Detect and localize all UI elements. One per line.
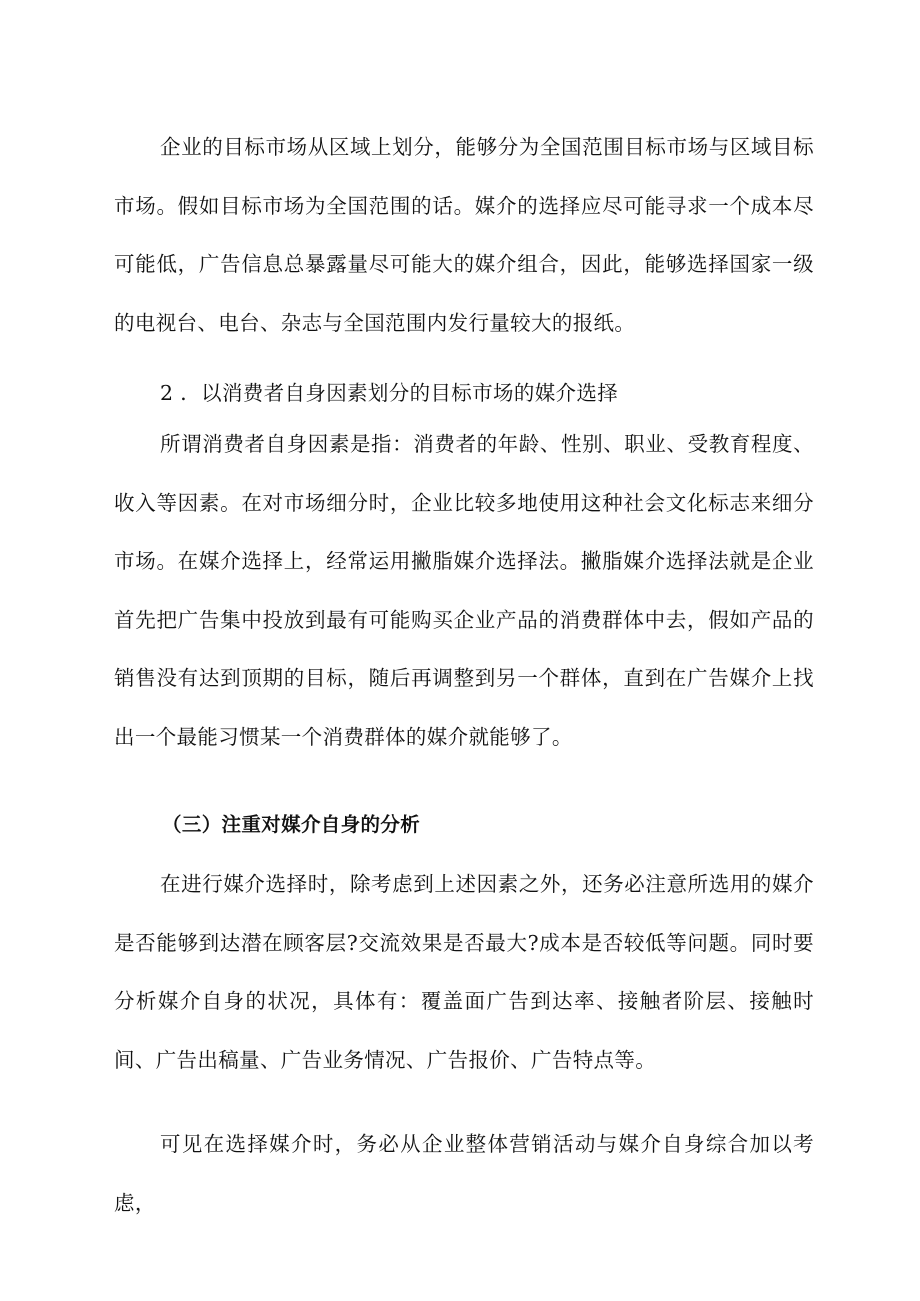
section-heading-media-analysis: （三）注重对媒介自身的分析 [162,813,421,836]
paragraph-consumer-factors: 所谓消费者自身因素是指：消费者的年龄、性别、职业、受教育程度、收入等因素。在对市场细分时，企业比较多地使用这种社会文化标志来细分市场。在媒介选择上，经常运用撇脂媒介选择法。撇脂媒介选择法就是企业首先把广告集中投放到最有可能购买企业产品的消费群体中去，假如产品的销售没有达到顶期的目标，随后再调整到另一个群体，直到在广告媒介上找出一个最能习惯某一个消费群体的媒介就能够了。 [114,432,814,749]
section-heading-consumer-factors: 2 ．以消费者自身因素划分的目标市场的媒介选择 [160,381,619,405]
paragraph-regional-market: 企业的目标市场从区域上划分，能够分为全国范围目标市场与区域目标市场。假如目标市场为全国范围的话。媒介的选择应尽可能寻求一个成本尽可能低，广告信息总暴露量尽可能大的媒介组合，因此，能够选择国家一级的电视台、电台、杂志与全国范围内发行量较大的报纸。 [114,135,814,335]
paragraph-media-analysis: 在进行媒介选择时，除考虑到上述因素之外，还务必注意所选用的媒介是否能够到达潜在顾客层?交流效果是否最大?成本是否较低等问题。同时要分析媒介自身的状况，具体有：覆盖面广告到达率、接触者阶层、接触时间、广告出稿量、广告业务情况、广告报价、广告特点等。 [114,872,814,1072]
paragraph-conclusion: 可见在选择媒介时，务必从企业整体营销活动与媒介自身综合加以考虑， [114,1132,814,1215]
